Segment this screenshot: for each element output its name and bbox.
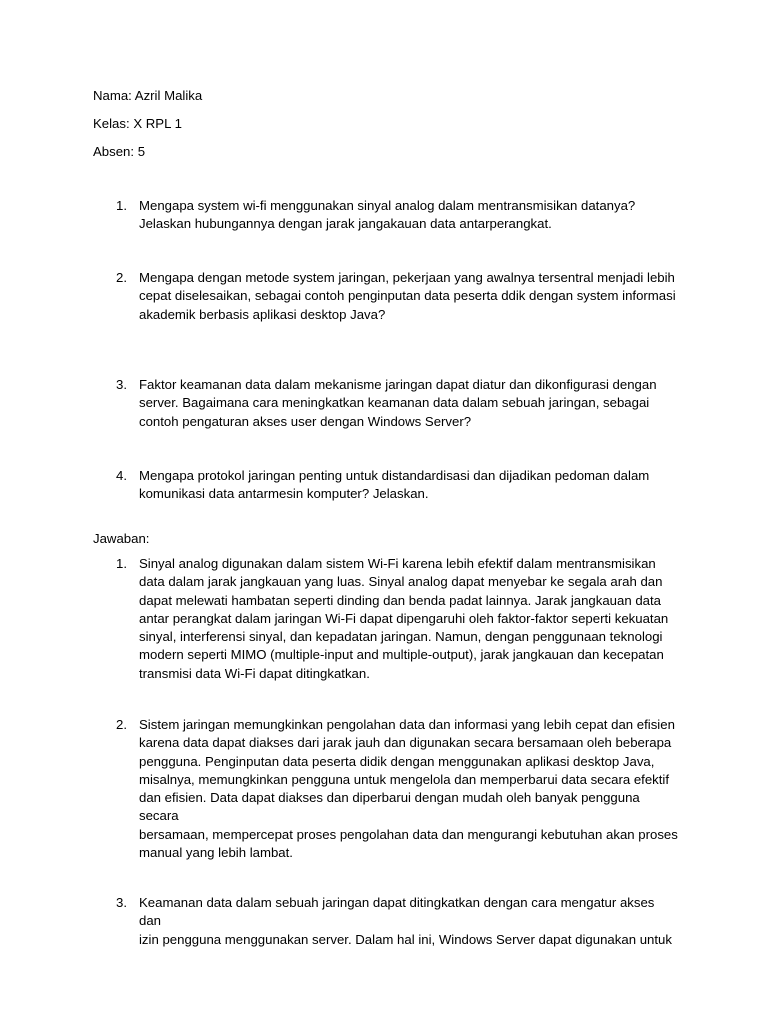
answers-heading: Jawaban: (93, 531, 150, 546)
student-class: Kelas: X RPL 1 (93, 116, 182, 131)
answer-text: Keamanan data dalam sebuah jaringan dapat ditingkatkan dengan cara mengatur akses dan izin pengguna menggunakan server. Dalam hal ini, Windows Server dapat digunakan untuk (139, 895, 672, 947)
question-number: 2. (116, 270, 127, 285)
answer-text: Sistem jaringan memungkinkan pengolahan data dan informasi yang lebih cepat dan efisien karena data dapat diakses dari jarak jauh dan digunakan secara bersamaan oleh beberapa pengguna. Penginputan data peserta didik dengan menggunakan aplikasi desktop Java, misalnya, memungkinkan pengguna untuk mengelola dan memperbarui data secara efektif dan efisien. Data dapat diakses dan diperbarui dengan mudah oleh banyak pengguna secara bersamaan, mempercepat proses pengolahan data dan mengurangi kebutuhan akan proses manual yang lebih lambat. (139, 717, 678, 861)
question-number: 3. (116, 377, 127, 392)
question-text: Faktor keamanan data dalam mekanisme jaringan dapat diatur dan dikonfigurasi dengan server. Bagaimana cara meningkatkan keamanan data dalam sebuah jaringan, sebagai contoh pengaturan akses user dengan Windows Server? (139, 377, 657, 429)
question-text: Mengapa dengan metode system jaringan, pekerjaan yang awalnya tersentral menjadi lebih cepat diselesaikan, sebagai contoh penginputan data peserta ddik dengan system informasi akademik berbasis aplikasi desktop Java? (139, 270, 676, 322)
question-text: Mengapa protokol jaringan penting untuk distandardisasi dan dijadikan pedoman dalam komunikasi data antarmesin komputer? Jelaskan. (139, 468, 650, 502)
answer-number: 3. (116, 895, 127, 910)
answer-text: Sinyal analog digunakan dalam sistem Wi-Fi karena lebih efektif dalam mentransmisikan data dalam jarak jangkauan yang luas. Sinyal analog dapat menyebar ke segala arah dan dapat melewati hambatan seperti dinding dan benda padat lainnya. Jarak jangkauan data antar perangkat dalam jaringan Wi-Fi dapat dipengaruhi oleh faktor-faktor seperti kekuatan sinyal, interferensi sinyal, dan kepadatan jaringan. Namun, dengan penggunaan teknologi modern seperti MIMO (multiple-input and multiple-output), jarak jangkauan dan kecepatan transmisi data Wi-Fi dapat ditingkatkan. (139, 556, 669, 681)
answer-number: 2. (116, 717, 127, 732)
question-number: 1. (116, 198, 127, 213)
question-number: 4. (116, 468, 127, 483)
student-absen: Absen: 5 (93, 144, 146, 159)
answer-number: 1. (116, 556, 127, 571)
question-text: Mengapa system wi-fi menggunakan sinyal analog dalam mentransmisikan datanya? Jelaskan hubungannya dengan jarak jangakauan data antarperangkat. (139, 198, 636, 232)
student-name: Nama: Azril Malika (93, 88, 203, 103)
